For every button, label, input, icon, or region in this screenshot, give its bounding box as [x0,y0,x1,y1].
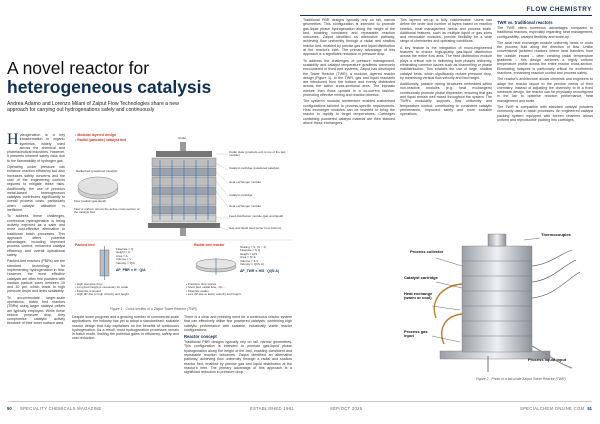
figure-1-outlet-label: Outlet [178,136,187,140]
figure-1-modular-label: • Modular layered design [75,133,117,137]
paragraph: The TWR offers numerous advantages compared to traditional reactors, especially regarding heat management, configurability, catalyst flexibility and scale-up. [497,26,593,39]
figure-2-caption: Figure 2 - Photo of a lab-scale Zaiput Tower Reactor (TWR) [476,377,566,381]
figure-2 [400,206,594,376]
body-column-5 [497,18,593,218]
photo-label-heat-exchange: Heat exchange (warm or cool) [404,291,433,301]
bullet: • Flowrate is limited [75,288,101,293]
paragraph: Operating under pressure can enhance reaction efficiency but also increases safety concerns and the cost of the engineering controls required to mitigate these risks. Additionally, the use of precious metal-based heterogeneous catalysts contributes significantly to overall process costs, particularly when catalyst utilisation is inefficient. [7,165,65,213]
subheading-reactor-concept: Reactor concept [184,334,217,340]
paragraph: Additionally, passive mixing structures embedded within non-reactive modules (e.g. heat exchangers) continuously promote phase dispersion, ensuring that gas and liquid remain well mixed throughout the system. The TWR's modularity supports flow uniformity and temperature control, contributing to consistent catalytic performance, improved safety and more scalable operations. [400,82,492,117]
issue-date: SEP/OCT 2025 [330,406,363,411]
body-column-3a [184,315,292,385]
article-title-line2: heterogeneous catalysis [7,77,212,97]
website-link[interactable]: SPECIALCHEM ONLINE.COM [520,406,585,411]
param: Area = S²·A [240,255,256,260]
reactor-label: Catalyst cartridge (powdered catalyst) [229,166,280,170]
bullet: • High pressure drop [75,282,103,286]
packed-bed-params [116,248,166,265]
bullet: • High dP due to high velocity and height [75,292,129,297]
subheading-twr-vs-traditional: TWR vs. traditional reactors [497,20,553,25]
paragraph: The system's modular architecture enables customised configurations tailored to process-specific requirements. Heat exchanger modules can be inserted to bring the reactor to rapidly to target temperatures. Cartridges containing powdered catalyst material are then stacked above these exchangers. [303,99,395,125]
photo-label-thermocouples: Thermocouples [541,232,571,237]
param: Velocity = Q/(S·A) [240,262,264,267]
article-title-line1: A novel reactor for [7,58,150,78]
radial-bed-params [240,246,294,266]
drop-cap: H [7,133,19,148]
radial-bed-formula: ΔP_TWR ∝ H/S · Q/(S·A) [240,269,279,273]
reactor-label: Catalyst cartridge [229,193,253,197]
paragraph: Traditional PBR designs typically rely on tall, narrow geometries. This configuration is intended to promote gas-liquid phase hydrogenation along the height of the bed, enabling consistent and repeatable reaction outcomes. Zaiput identified an alternative pathway, achieving flow uniformity through a radial and shallow reactor bed, enabled by precise gas and liquid distribution at the reactor's inlet. The primary advantage of this approach is a significant reduction in pressure drop. [303,18,395,57]
reactor-outlet-stub [180,142,186,152]
figure-1 [70,130,296,306]
param: Scaling = S, (S > 1) [240,245,267,249]
body-column-1 [7,133,65,378]
section-header: FLOW CHEMISTRY [526,6,592,13]
reactor-base [148,223,220,228]
paragraph: To address the challenges of pressure management, scalability and catalyst temperature gradients commonly encountered in fixed bed systems, Zaiput has developed the Tower Reactor (TWR), a modular, layered reactor design (Figure 1). In the TWR, gas and liquid reactants are introduced from the bottom and evenly distributed across the active cross-sectional area. The biphasic mixture then flows upward in a co-current fashion, promoting effective mixing and reaction kinetics. [303,58,395,98]
paragraph: The TWR is compatible with standard catalyst powders commonly used in batch processes. An engineered catalyst packing system equipped with screen retainers allows uniform and reproducible packing into cartridges, [497,105,593,122]
reactor-label: Feed distribution module (gas and liquid) [229,214,284,218]
radial-bed-inset-top [78,177,118,195]
inset-label: Flow is uniform across the active cross-section of the catalyst bed [74,207,140,215]
reactor-top-plate [156,151,212,157]
established: ESTABLISHED 1981 [250,406,294,411]
reactor-label: Outlet plate (products exit to top of the last module) [229,150,286,158]
param: Flowrate = S·Q [240,248,261,253]
article-byline: Andrea Adamo and Lorenzo Milani of Zaiput Flow Technologies share a new approach for carrying out hydrogenations safely and continuously [7,101,179,114]
photo-label-process-gas-input: Process gas input [404,329,428,339]
paragraph: The axial heat exchanger module uniformly heats or cools the process fluid along the direction of flow. Unlike conventional jacketed reactors where heat transfers from the outside inward – often creating radial temperature gradients – this design achieves a highly uniform temperature profile across the entire reactor cross-section. Eliminating hotspots is particularly critical for exothermic reactions, enhancing reaction control and process safety. [497,40,593,75]
packed-bed-title: Packed bed [75,243,95,247]
paragraph: Despite some progress and a growing number of commercial-scale applications, the industry has yet to adopt a standardised, scalable reactor design that fully capitalises on the benefits of continuous hydrogenation. As a result, most hydrogenation processes remain in batch mode, limiting the potential gains in efficiency, safety and cost reduction. [72,315,179,341]
inset-label: Radial bed (powdered catalyst) [76,169,118,173]
packed-bed-formula: ΔP_PBR ∝ H · Q/A [116,268,146,272]
photo-label-process-collector: Process collector [410,249,444,254]
inset-label: Flow (radial) (gas-liquid) [74,199,107,203]
paragraph: ydrogenation is a key transformation in organic synthesis, widely used across the chemical and pharmaceutical industries. However, it presents inherent safety risks due to the flammability of hydrogen gas. [7,133,65,163]
reactor-label: Heat exchanger module [229,204,261,208]
magazine-name: SPECIALITY CHEMICALS MAGAZINE [20,406,102,411]
packed-bed-bullets [75,283,175,297]
page-number-left: 50 [7,406,12,411]
bullet: • Flowrate scales [186,288,209,293]
paragraph: There is a clear and pressing need for a continuous reactor system that can effectively utilise fine powdered catalysts, combining high catalytic performance with scalable, industrially viable reactor configurations. [184,315,292,332]
radial-bed-title: Radial bed reactor [194,243,225,247]
param: Area = A [116,253,128,258]
footer-rule [8,401,592,402]
radial-bed-bullets [186,283,294,297]
body-column-2 [72,315,179,385]
param: Flowrate = Q [116,247,134,251]
header-rule [300,15,592,16]
reactor-feed-stub [180,228,186,236]
param: Volume = V [116,257,132,262]
body-column-4 [400,18,492,203]
param: Height = H [116,250,131,255]
body-column-3 [303,18,395,386]
photo-label-catalyst-cartridge: Catalyst cartridge [404,275,438,280]
photo-label-process-liquid-input: Process liquid input [528,357,567,362]
reactor-label: Heat exchanger module [229,180,261,184]
reactor-label: Gas and liquid feed (enter from bottom) [229,226,282,230]
figure-1-radial-label: • Radial (pancake) catalyst bed [75,138,127,142]
paragraph: This layered set-up is fully customisable. Users can define the order and number of layers based on reaction kinetics, heat management needs and process scale. Additional features, such as multiple liquid or gas inlets and removable modules, provide flexibility for a wide range of chemistries and operating conditions. [400,18,492,44]
bullet: • Long bed height is necessary for scale [75,285,129,290]
bullet: • Short bed, radial flow, ~5x ... [186,285,226,290]
param: Velocity = Q/A [116,260,135,265]
paragraph: A key feature is the integration of micro-engineered features to ensure high-quality gas-liquid distribution across the entire flow area. The feed distribution module plays a critical role in delivering both phases uniformly, eliminating common issues such as channelling or phase maldistribution. This enables the use of large, shallow catalyst beds, which significantly reduce pressure drop, by minimising vertical flow velocity and bed height. [400,45,492,80]
bullet: • Low dP due to lower velocity and height [186,292,241,297]
page-number-right: 51 [587,406,592,411]
paragraph: Traditional PBR designs typically rely on tall, narrow geometries. This configuration is intended to promote gas-liquid phase hydrogenation along the height of the bed, enabling consistent and repeatable reaction outcomes. Zaiput identified an alternative pathway, achieving flow uniformity through a radial and shallow reactor bed, enabled by precise gas and liquid distribution at the reactor's inlet. The primary advantage of this approach is a significant reduction in pressure drop. [184,340,292,375]
paragraph: To address these challenges, continuous hydrogenation is being actively explored as a safer and more cost-effective alternative to traditional batch processes. This approach offers potential advantages, including improved process control, enhanced catalyst efficiency and overall operational safety. [7,214,65,258]
paragraph: The reactor's architecture allows chemists and engineers to adapt the reactor layout to the precise needs of their chemistry. Instead of adjusting the chemistry to fit a fixed hardware design, the reactor can be physically reconfigured in the lab to optimise reaction performance, heat management and scale. [497,77,593,103]
paragraph: To accommodate larger-scale operations, trickle bed reactors (TBRs) using larger catalyst pellets are typically employed. While these reduce pressure drop, they compromise catalytic activity because of their lower surface area. [7,295,65,326]
figure-1-caption: Figure 1 - Cross-section of a Zaiput Tower Reactor (TWR) [110,307,197,311]
param: Height = H/S [240,251,258,256]
param: Volume = S·V [240,258,259,263]
bullet: • Pressure drop scales [186,282,217,286]
photo-top-collector [488,234,506,246]
paragraph: Packed-bed reactors (PBRs) are the standard technology for implementing hydrogenation in flow. However, the most effective catalysts are often fine powders with median particle sizes between 10 and 30 µm, which leads to high pressure drops and limits scalability. [7,259,65,294]
